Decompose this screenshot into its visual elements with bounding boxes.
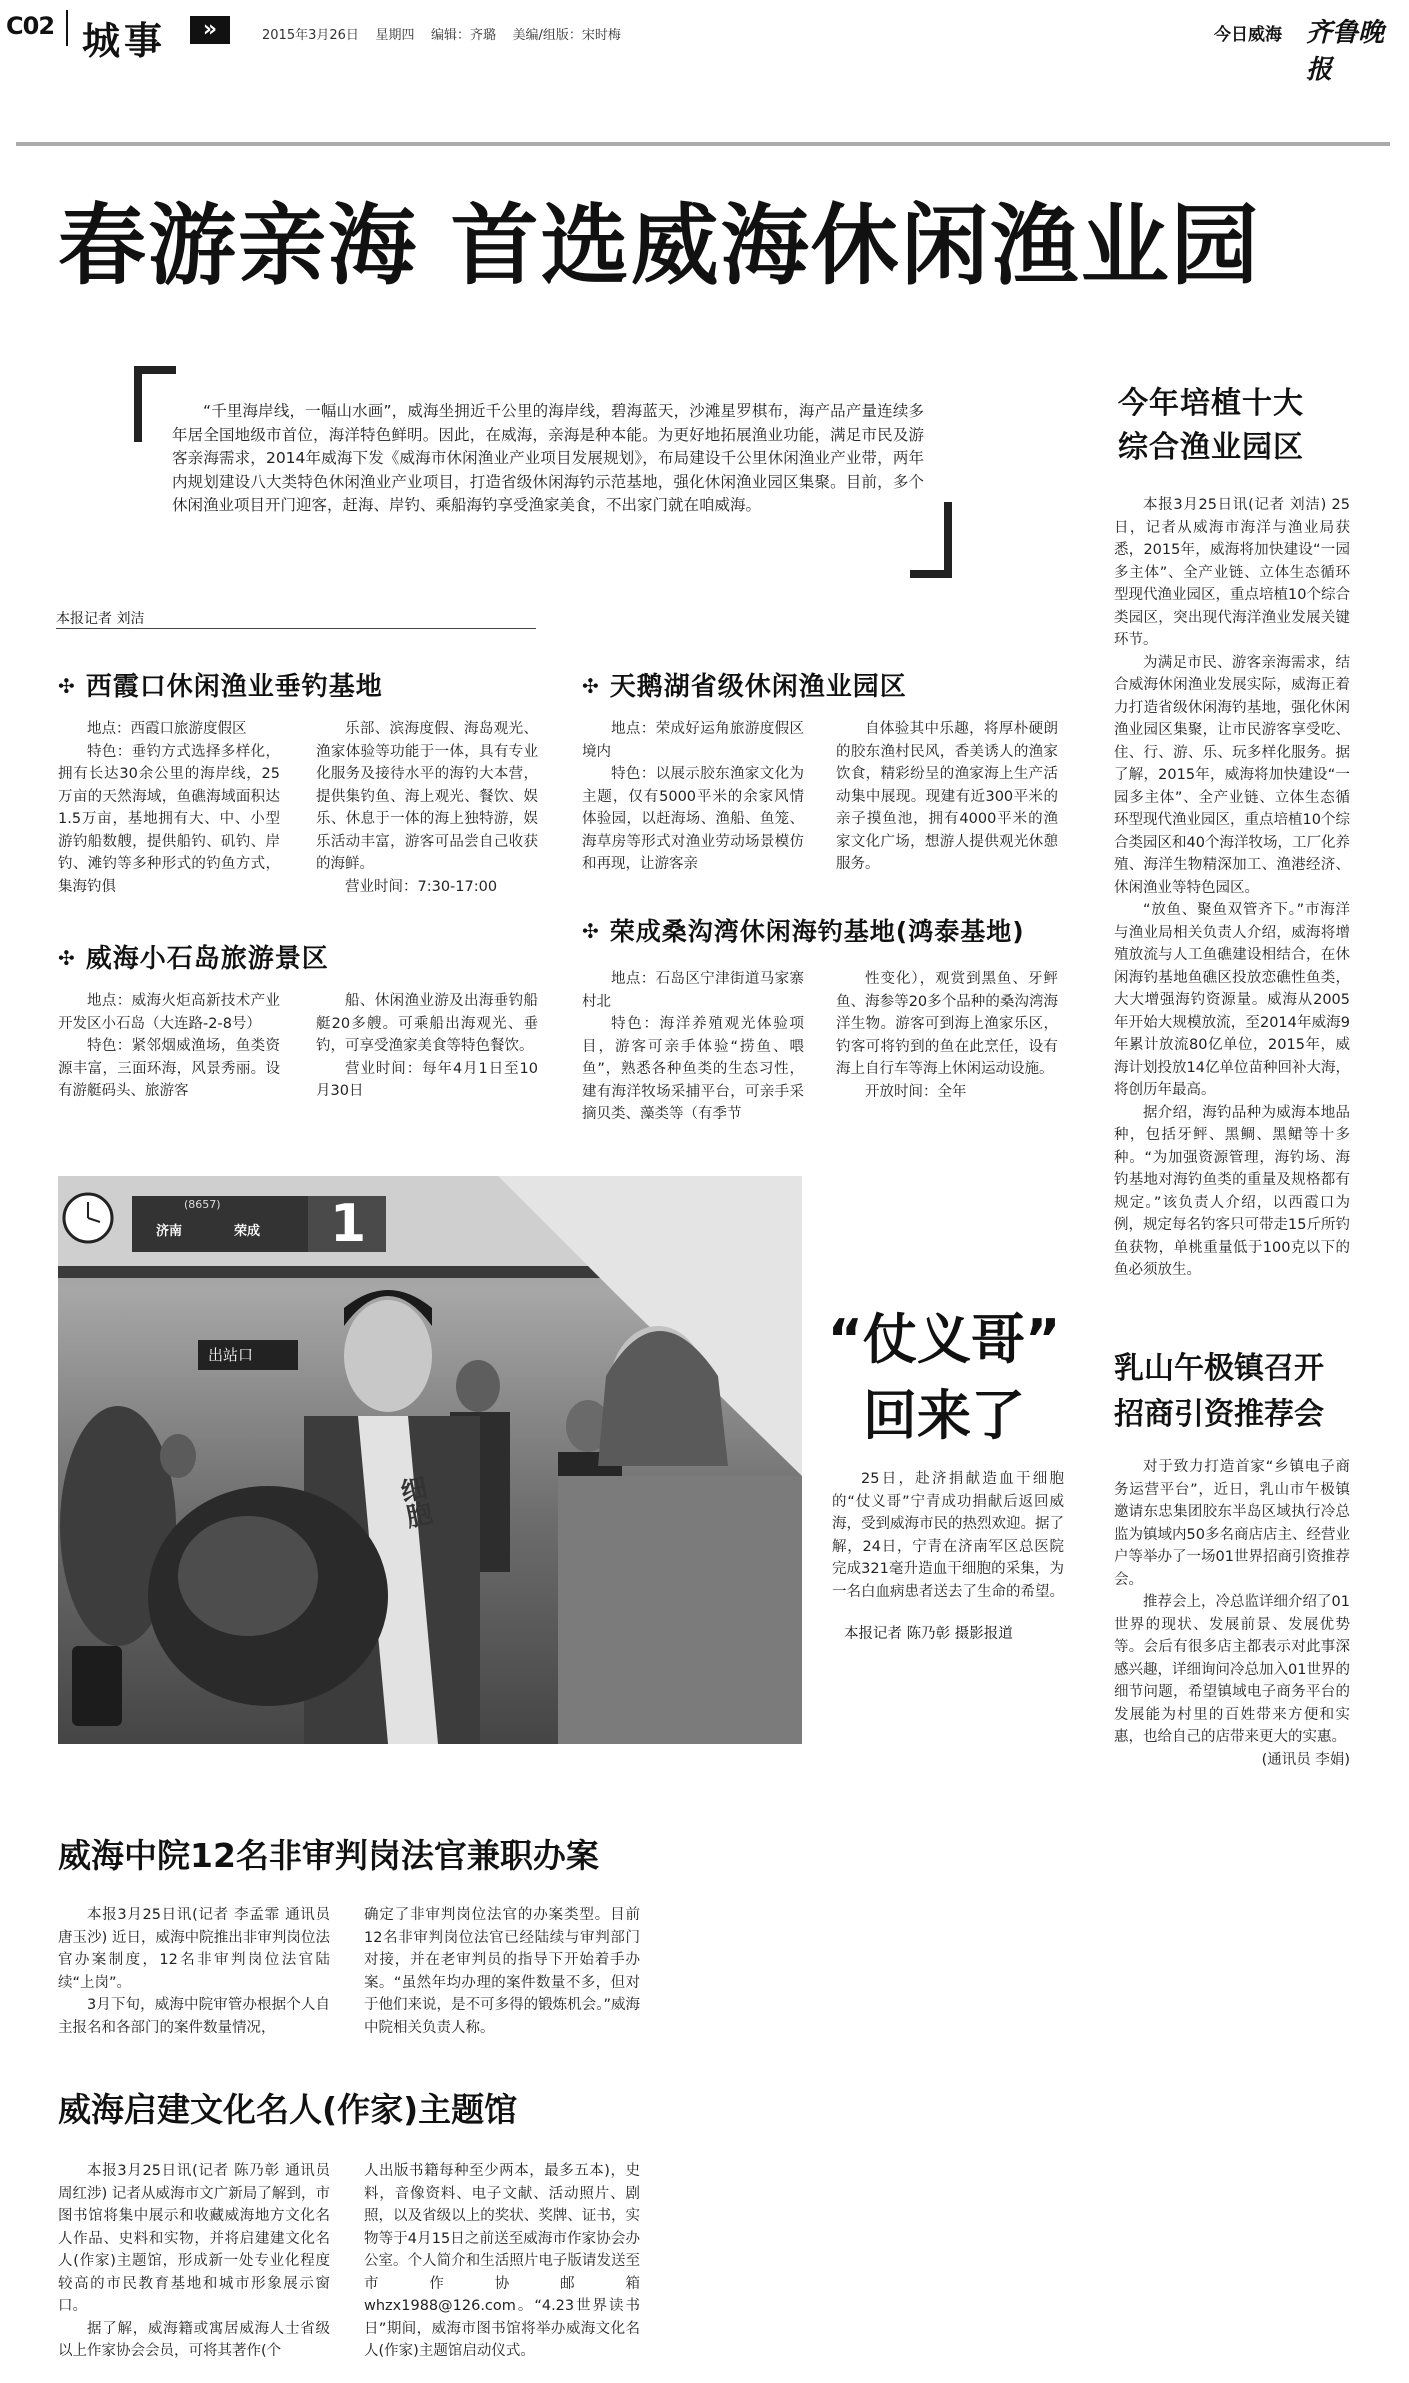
sign-code: (8657) xyxy=(184,1198,221,1211)
platform-number: 1 xyxy=(330,1194,367,1254)
court-title: 威海中院12名非审判岗法官兼职办案 xyxy=(58,1836,599,1875)
museum-col-2: 人出版书籍每种至少两本，最多五本)，史料，音像资料、电子文献、活动照片、剧照，以及省级以上的奖状、奖牌、证书，实物等于4月15日之前送至威海市作家协会办公室。个人简介和生活照片电子版请发送至市作协邮箱whzx1988@126.com。“4.23世界读书日”期间，威海市图书馆将举办威海文化名人(作家)主题馆启动仪式。 xyxy=(364,2163,640,2359)
spot-col-2: 自体验其中乐趣，将厚朴硬朗的胶东渔村民风，香美诱人的渔家饮食，精彩纷呈的渔家海上生产活动集中展现。现建有近300平米的亲子摸鱼池，拥有4000平米的渔家文化广场，想游人提供观光休憩服务。 xyxy=(836,721,1058,872)
main-headline: 春游亲海 首选威海休闲渔业园 xyxy=(58,194,1261,297)
close-bracket xyxy=(910,502,952,578)
spot-title: ✣ 天鹅湖省级休闲渔业园区 xyxy=(582,672,907,702)
byline-rule xyxy=(56,628,536,629)
right-story-title: 今年培植十大 综合渔业园区 xyxy=(1118,386,1304,465)
spot-col-2: 乐部、滨海度假、海岛观光、渔家体验等功能于一体，具有专业化服务及接待水平的海钓大本营，提供集钓鱼、海上观光、餐饮、娱乐、休息于一体的海上独特游，娱乐活动丰富，游客可品尝自己收获的海鲜。 营业时间：7:30-17:00 xyxy=(316,721,538,895)
column-name: 今日威海 xyxy=(1214,25,1282,45)
newspaper-logo: 齐鲁晚报 xyxy=(1306,18,1385,85)
header-divider xyxy=(66,10,68,46)
spot-col-2: 船、休闲渔业游及出海垂钓船艇20多艘。可乘船出海观光、垂钓，可享受渔家美食等特色餐饮。 营业时间：每年4月1日至10月30日 xyxy=(316,993,538,1099)
open-bracket xyxy=(134,366,176,442)
bullet-icon: ✣ xyxy=(58,946,76,970)
intro-paragraph: “千里海岸线，一幅山水画”，威海坐拥近千公里的海岸线，碧海蓝天，沙滩星罗棋布，海产品产量连续多年居全国地级市首位，海洋特色鲜明。因此，在威海，亲海是种本能。为更好地拓展渔业功能，满足市民及游客亲海需求，2014年威海下发《威海市休闲渔业产业项目发展规划》，布局建设千公里休闲渔业产业带，两年内规划建设八大类特色休闲渔业产业项目，打造省级休闲海钓示范基地，强化休闲渔业园区集聚。目前，多个休闲渔业项目开门迎客，赶海、岸钓、乘船海钓享受渔家美食，不出家门就在咱威海。 xyxy=(172,402,924,514)
section-title: 城事 xyxy=(82,19,167,63)
sign-to: 荣成 xyxy=(234,1224,261,1239)
photo-credit: 本报记者 陈乃彰 摄影报道 xyxy=(844,1626,1013,1642)
exit-sign: 出站口 xyxy=(208,1346,254,1364)
rushan-title: 乳山午极镇召开 招商引资推荐会 xyxy=(1114,1351,1324,1432)
photo-story-title: “仗义哥” 回来了 xyxy=(827,1308,1061,1447)
news-photo xyxy=(58,1176,802,1744)
sash-text: 细胞 xyxy=(393,1473,435,1531)
spot-title: ✣ 荣成桑沟湾休闲海钓基地(鸿泰基地) xyxy=(582,917,1025,946)
spot-col-1: 地点：西霞口旅游度假区 特色：垂钓方式选择多样化，拥有长达30余公里的海岸线，25万亩的天然海域，鱼礁海域面积达1.5万亩，基地拥有大、中、小型游钓船数艘，提供船钓、矶钓、岸钓、滩钓等多种形式的钓鱼方式，集海钓俱 xyxy=(58,721,280,895)
museum-col-1: 本报3月25日讯(记者 陈乃彰 通讯员 周红涉) 记者从威海市文广新局了解到，市图书馆将集中展示和收藏威海地方文化名人作品、史料和实物，并将启建建文化名人(作家)主题馆，形成新一处专业化程度较高的市民教育基地和城市形象展示窗口。 据了解，威海籍或寓居威海人士省级以上作家协会会员，可将其著作(个 xyxy=(58,2163,330,2359)
designer-credit: 美编/组版：宋时梅 xyxy=(512,28,621,43)
double-chevron-icon: » xyxy=(190,16,230,44)
spot-title: ✣ 西霞口休闲渔业垂钓基地 xyxy=(58,672,383,702)
rushan-credit: (通讯员 李娟) xyxy=(1261,1751,1350,1768)
spot-col-1: 地点：荣成好运角旅游度假区境内 特色：以展示胶东渔家文化为主题，仅有5000平米的余家风情体验园，以赶海场、渔船、鱼笼、海草房等形式对渔业劳动场景模仿和再现，让游客亲 xyxy=(582,721,804,872)
main-byline: 本报记者 刘洁 xyxy=(56,611,145,627)
rushan-body: 对于致力打造首家“乡镇电子商务运营平台”，近日，乳山市午极镇邀请东忠集团胶东半岛区域执行冷总监为镇域内50多名商店店主、经营业户等举办了一场01世界招商引资推荐会。 推荐会上，冷总监详细介绍了01世界的现状、发展前景、发展优势等。会后有很多店主都表示对此事深感兴趣，详细询问冷总加入01世界的细节问题，希望镇域电子商务平台的发展能为村里的百姓带来方便和实惠，也给自己的店带来更大的实惠。 (通讯员 李娟) xyxy=(1114,1456,1350,1771)
spot-title: ✣ 威海小石岛旅游景区 xyxy=(58,944,329,974)
museum-title: 威海启建文化名人(作家)主题馆 xyxy=(58,2090,518,2129)
bullet-icon: ✣ xyxy=(582,919,600,943)
court-col-1: 本报3月25日讯(记者 李孟霏 通讯员 唐玉沙) 近日，威海中院推出非审判岗位法官办案制度，12名非审判岗位法官陆续“上岗”。 3月下旬，威海中院审管办根据个人自主报名和各部门的案件数量情况， xyxy=(58,1907,330,2036)
spot-col-1: 地点：威海火炬高新技术产业开发区小石岛（大连路-2-8号） 特色：紧邻烟威渔场，鱼类资源丰富，三面环海，风景秀丽。设有游艇码头、旅游客 xyxy=(58,993,280,1099)
editor-credit: 编辑：齐璐 xyxy=(430,28,496,43)
spot-col-1: 地点：石岛区宁津街道马家寨村北 特色：海洋养殖观光体验项目，游客可亲手体验“捞鱼、喂鱼”，熟悉各种鱼类的生态习性，建有海洋牧场采捕平台，可亲手采摘贝类、藻类等（有季节 xyxy=(582,971,804,1122)
issue-date: 2015年3月26日 xyxy=(262,28,359,43)
page-number: C02 xyxy=(6,12,55,40)
photo-illustration xyxy=(58,1176,802,1744)
issue-weekday: 星期四 xyxy=(375,28,415,43)
bullet-icon: ✣ xyxy=(582,674,600,698)
header-meta xyxy=(262,24,621,43)
photo-story-body: 25日，赴济捐献造血干细胞的“仗义哥”宁青成功捐献后返回威海，受到威海市民的热烈欢迎。据了解，24日，宁青在济南军区总医院完成321毫升造血干细胞的采集，为一名白血病患者送去了生命的希望。 xyxy=(832,1471,1064,1600)
header-rule xyxy=(16,142,1390,146)
sign-from: 济南 xyxy=(156,1224,183,1239)
spot-col-2: 性变化），观赏到黑鱼、牙鲆鱼、海参等20多个品种的桑沟湾海洋生物。游客可到海上渔家乐区，钓客可将钓到的鱼在此烹任，设有海上自行车等海上休闲运动设施。 开放时间：全年 xyxy=(836,971,1058,1100)
bullet-icon: ✣ xyxy=(58,674,76,698)
court-col-2: 确定了非审判岗位法官的办案类型。目前12名非审判岗位法官已经陆续与审判部门对接，并在老审判员的指导下开始着手办案。“虽然年均办理的案件数量不多，但对于他们来说，是不可多得的锻炼机会。”威海中院相关负责人称。 xyxy=(364,1907,640,2036)
right-story-body: 本报3月25日讯(记者 刘洁) 25日，记者从威海市海洋与渔业局获悉，2015年，威海将加快建设“一园多主体”、全产业链、立体生态循环型现代渔业园区，重点培植10个综合类园区，突出现代海洋渔业发展关键环节。 为满足市民、游客亲海需求，结合威海休闲渔业发展实际，威海正着力打造省级休闲海钓基地，强化休闲渔业园区集聚，让市民游客享受吃、住、行、游、乐、玩多样化服务。据了解，2015年，威海将加快建设“一园多主体”、全产业链、立体生态循环型现代渔业园区，重点培植10个综合类园区和40个海洋牧场，工厂化养殖、海洋生物精深加工、渔港经济、休闲渔业等特色园区。 “放鱼、聚鱼双管齐下。”市海洋与渔业局相关负责人介绍，威海将增殖放流与人工鱼礁建设相结合，在休闲海钓基地鱼礁区投放恋礁性鱼类，大大增强海钓资源量。威海从2005年开始大规模放流，至2014年威海9年累计放流80亿单位，2015年，威海计划投放14亿单位苗种回补大海，将创历年最高。 据介绍，海钓品种为威海本地品种，包括牙鲆、黑鲷、黑鲪等十多种。“为加强资源管理，海钓场、海钓基地对海钓鱼类的重量及规格都有规定。”该负责人介绍，以西霞口为例，规定每名钓客只可带走15斤所钓鱼获物，单桃重量低于100克以下的鱼必须放生。 xyxy=(1114,497,1350,1278)
